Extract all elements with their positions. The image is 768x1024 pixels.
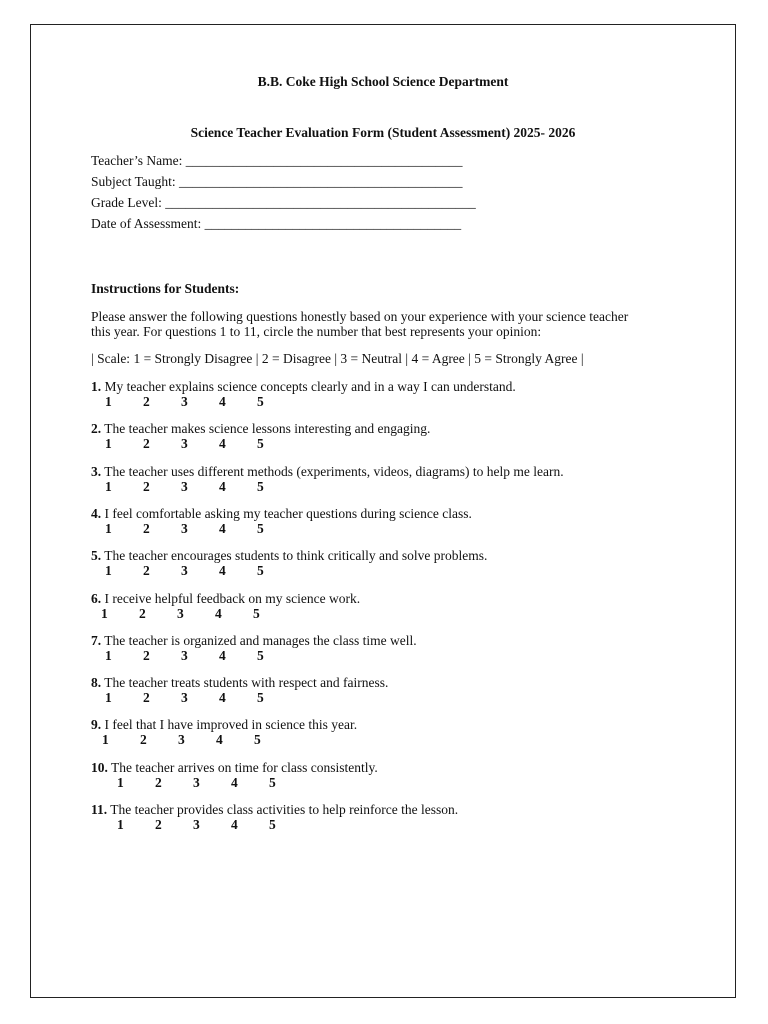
rating-options (91, 775, 378, 790)
rating-option-2[interactable]: 2 (139, 606, 146, 621)
question-8 (91, 675, 388, 705)
question-number: 2. (91, 421, 102, 436)
rating-option-1[interactable]: 1 (105, 563, 112, 578)
rating-option-5[interactable]: 5 (253, 606, 260, 621)
rating-option-5[interactable]: 5 (257, 648, 264, 663)
rating-option-4[interactable]: 4 (219, 563, 226, 578)
rating-option-2[interactable]: 2 (143, 690, 150, 705)
rating-option-3[interactable]: 3 (181, 690, 188, 705)
rating-option-3[interactable]: 3 (181, 394, 188, 409)
rating-options (91, 648, 417, 663)
question-9 (91, 717, 357, 747)
question-number: 9. (91, 717, 102, 732)
rating-options (91, 479, 564, 494)
question-text: The teacher encourages students to think critically and solve problems. (104, 548, 488, 563)
question-text: The teacher provides class activities to help reinforce the lesson. (110, 802, 459, 817)
rating-options (91, 690, 388, 705)
rating-option-5[interactable]: 5 (257, 479, 264, 494)
evaluation-form-page (30, 24, 736, 998)
rating-option-5[interactable]: 5 (254, 732, 261, 747)
rating-option-4[interactable]: 4 (219, 394, 226, 409)
school-title: B.B. Coke High School Science Department (257, 74, 509, 89)
question-4 (91, 506, 472, 536)
rating-option-5[interactable]: 5 (257, 521, 264, 536)
date-of-assessment-field[interactable]: Date of Assessment: ______________________________________ (91, 216, 462, 231)
question-11 (91, 802, 458, 832)
rating-option-3[interactable]: 3 (181, 479, 188, 494)
instructions-text: Please answer the following questions honestly based on your experience with your science teacher this year. For questions 1 to 11, circle the number that best represents your opinion: (91, 309, 629, 339)
rating-option-4[interactable]: 4 (219, 521, 226, 536)
question-text: My teacher explains science concepts clearly and in a way I can understand. (104, 379, 516, 394)
rating-option-4[interactable]: 4 (219, 479, 226, 494)
rating-option-1[interactable]: 1 (105, 521, 112, 536)
rating-option-2[interactable]: 2 (143, 436, 150, 451)
question-text: The teacher makes science lessons interesting and engaging. (104, 421, 431, 436)
question-3 (91, 464, 564, 494)
question-number: 8. (91, 675, 102, 690)
rating-option-3[interactable]: 3 (181, 521, 188, 536)
instructions-heading: Instructions for Students: (91, 281, 240, 296)
rating-option-4[interactable]: 4 (215, 606, 222, 621)
rating-option-2[interactable]: 2 (143, 563, 150, 578)
question-text: The teacher is organized and manages the class time well. (104, 633, 417, 648)
rating-options (91, 563, 487, 578)
rating-options (91, 436, 430, 451)
question-10 (91, 760, 378, 790)
rating-option-2[interactable]: 2 (143, 521, 150, 536)
question-text: I receive helpful feedback on my science work. (104, 591, 361, 606)
question-number: 7. (91, 633, 102, 648)
question-text: The teacher arrives on time for class consistently. (111, 760, 378, 775)
question-text: I feel that I have improved in science this year. (104, 717, 358, 732)
question-5 (91, 548, 487, 578)
student-info-fields (91, 153, 476, 237)
question-number: 11. (91, 802, 108, 817)
rating-option-2[interactable]: 2 (140, 732, 147, 747)
rating-option-1[interactable]: 1 (105, 690, 112, 705)
rating-options (91, 394, 516, 409)
form-title: Science Teacher Evaluation Form (Student Assessment) 2025- 2026 (190, 125, 576, 140)
rating-option-1[interactable]: 1 (117, 775, 124, 790)
question-1 (91, 379, 516, 409)
rating-option-1[interactable]: 1 (105, 648, 112, 663)
rating-option-2[interactable]: 2 (155, 775, 162, 790)
question-number: 6. (91, 591, 102, 606)
rating-option-3[interactable]: 3 (181, 563, 188, 578)
rating-option-1[interactable]: 1 (101, 606, 108, 621)
rating-option-2[interactable]: 2 (155, 817, 162, 832)
question-number: 10. (91, 760, 108, 775)
rating-scale-legend: | Scale: 1 = Strongly Disagree | 2 = Disagree | 3 = Neutral | 4 = Agree | 5 = Strongly Agree | (91, 351, 584, 366)
question-number: 1. (91, 379, 102, 394)
rating-option-1[interactable]: 1 (102, 732, 109, 747)
rating-option-3[interactable]: 3 (181, 436, 188, 451)
teacher-name-field[interactable]: Teacher’s Name: _________________________________________ (91, 153, 463, 168)
question-text: I feel comfortable asking my teacher questions during science class. (104, 506, 472, 521)
question-number: 5. (91, 548, 102, 563)
rating-options (91, 817, 458, 832)
rating-option-5[interactable]: 5 (257, 436, 264, 451)
rating-option-4[interactable]: 4 (219, 690, 226, 705)
rating-option-4[interactable]: 4 (231, 817, 238, 832)
rating-option-4[interactable]: 4 (231, 775, 238, 790)
grade-level-field[interactable]: Grade Level: ______________________________________________ (91, 195, 476, 210)
subject-taught-field[interactable]: Subject Taught: __________________________________________ (91, 174, 463, 189)
rating-option-1[interactable]: 1 (105, 479, 112, 494)
rating-option-3[interactable]: 3 (193, 775, 200, 790)
rating-options (91, 521, 472, 536)
question-text: The teacher treats students with respect and fairness. (104, 675, 389, 690)
rating-option-4[interactable]: 4 (216, 732, 223, 747)
rating-option-5[interactable]: 5 (257, 690, 264, 705)
rating-option-4[interactable]: 4 (219, 436, 226, 451)
rating-option-2[interactable]: 2 (143, 479, 150, 494)
rating-option-1[interactable]: 1 (105, 436, 112, 451)
question-2 (91, 421, 430, 451)
rating-option-5[interactable]: 5 (257, 394, 264, 409)
rating-option-3[interactable]: 3 (181, 648, 188, 663)
rating-option-5[interactable]: 5 (269, 817, 276, 832)
question-number: 4. (91, 506, 102, 521)
rating-option-3[interactable]: 3 (178, 732, 185, 747)
question-6 (91, 591, 360, 621)
rating-option-5[interactable]: 5 (269, 775, 276, 790)
rating-option-1[interactable]: 1 (105, 394, 112, 409)
rating-options (91, 606, 360, 621)
rating-option-4[interactable]: 4 (219, 648, 226, 663)
rating-option-3[interactable]: 3 (177, 606, 184, 621)
question-text: The teacher uses different methods (experiments, videos, diagrams) to help me learn. (104, 464, 564, 479)
rating-option-5[interactable]: 5 (257, 563, 264, 578)
rating-option-2[interactable]: 2 (143, 648, 150, 663)
rating-option-2[interactable]: 2 (143, 394, 150, 409)
question-7 (91, 633, 417, 663)
question-number: 3. (91, 464, 102, 479)
rating-options (91, 732, 357, 747)
rating-option-1[interactable]: 1 (117, 817, 124, 832)
rating-option-3[interactable]: 3 (193, 817, 200, 832)
